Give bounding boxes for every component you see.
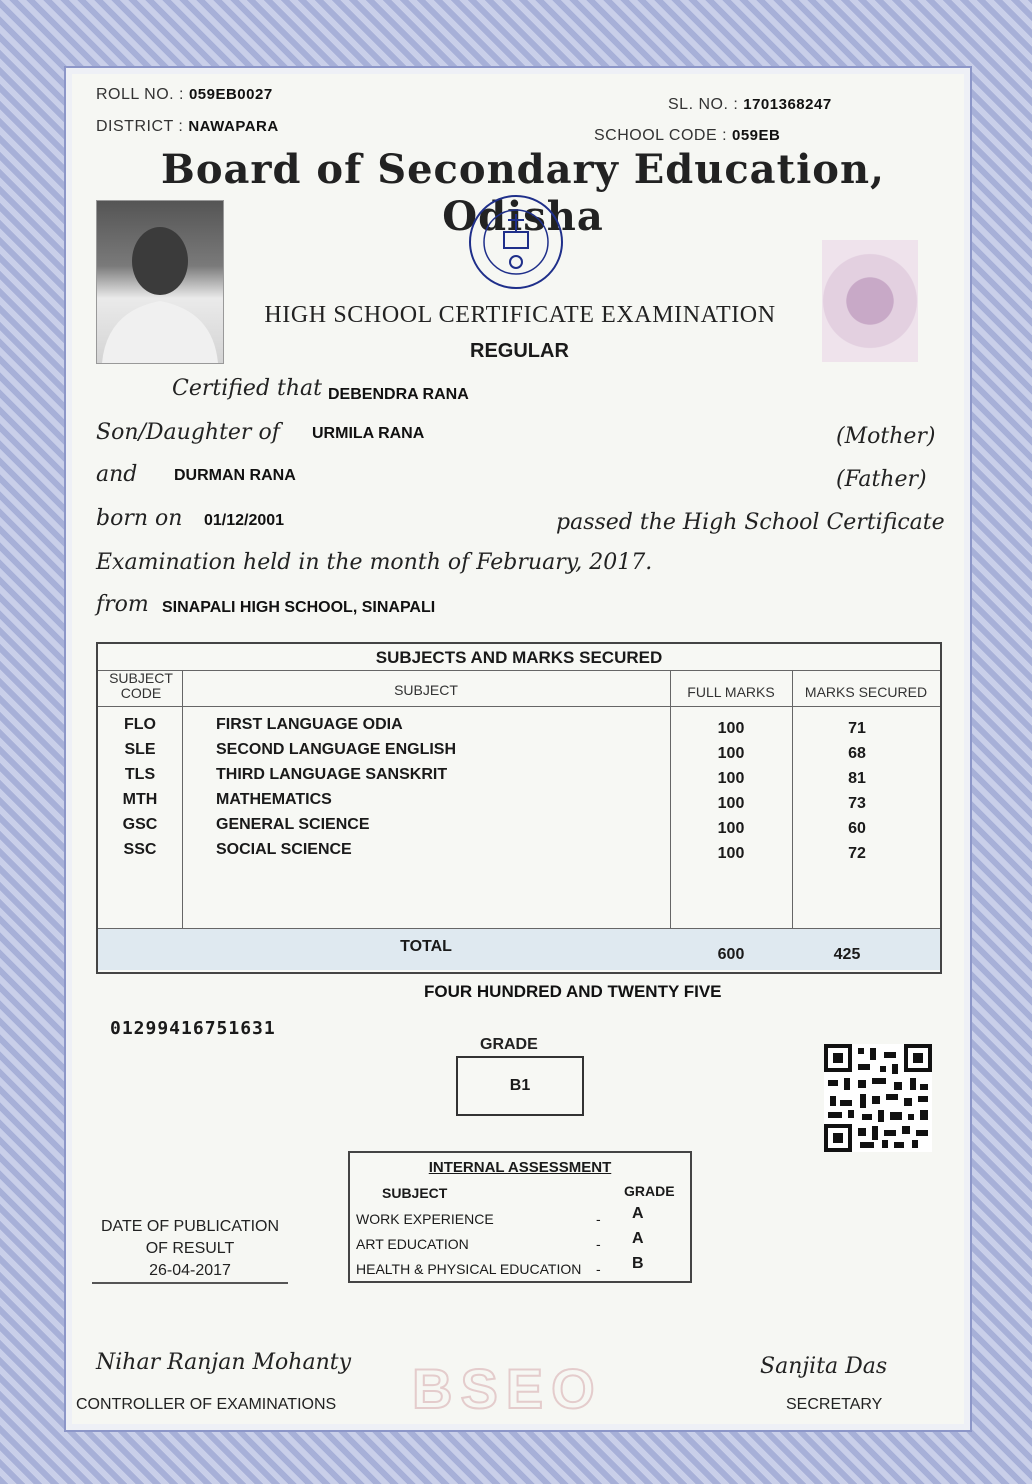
ia-sep: - bbox=[596, 1236, 601, 1252]
district-value: NAWAPARA bbox=[188, 118, 279, 135]
district-label: DISTRICT : bbox=[96, 118, 184, 135]
roll-value: 059EB0027 bbox=[188, 86, 273, 103]
row-subject: FIRST LANGUAGE ODIA bbox=[216, 716, 403, 733]
publication-block bbox=[90, 1216, 290, 1282]
header-marks-secured: MARKS SECURED bbox=[804, 684, 928, 700]
board-seal-icon bbox=[466, 192, 566, 292]
ia-grade-header: GRADE bbox=[624, 1183, 675, 1199]
row-secured: 60 bbox=[848, 820, 866, 837]
sl-value: 1701368247 bbox=[743, 96, 832, 113]
exam-held-text: Examination held in the month of February, 2017. bbox=[96, 550, 653, 575]
row-secured: 73 bbox=[848, 795, 866, 812]
mother-name: URMILA RANA bbox=[312, 425, 425, 442]
row-secured: 72 bbox=[848, 845, 866, 862]
person-silhouette-icon bbox=[97, 201, 223, 363]
marks-table bbox=[96, 642, 942, 974]
row-code: MTH bbox=[122, 791, 158, 808]
controller-title: CONTROLLER OF EXAMINATIONS bbox=[76, 1396, 337, 1413]
row-secured: 71 bbox=[848, 720, 866, 737]
row-subject: GENERAL SCIENCE bbox=[216, 816, 370, 833]
serial-number bbox=[668, 96, 832, 114]
born-label: born on bbox=[96, 506, 183, 531]
grade-value: B1 bbox=[456, 1056, 584, 1116]
row-code: GSC bbox=[122, 816, 158, 833]
school-code bbox=[594, 127, 780, 145]
ia-subject: ART EDUCATION bbox=[356, 1236, 469, 1252]
row-secured: 81 bbox=[848, 770, 866, 787]
school-name: SINAPALI HIGH SCHOOL, SINAPALI bbox=[162, 599, 436, 616]
ia-subject: HEALTH & PHYSICAL EDUCATION bbox=[356, 1261, 582, 1277]
marks-table-title: SUBJECTS AND MARKS SECURED bbox=[375, 648, 663, 667]
passed-text: passed the High School Certificate bbox=[556, 510, 945, 535]
row-subject: SECOND LANGUAGE ENGLISH bbox=[216, 741, 457, 758]
candidate-name: DEBENDRA RANA bbox=[328, 386, 469, 403]
publication-line1: DATE OF PUBLICATION bbox=[100, 1218, 280, 1235]
and-label: and bbox=[96, 462, 138, 487]
ia-grade: B bbox=[632, 1255, 644, 1272]
publication-date: 26-04-2017 bbox=[149, 1262, 231, 1279]
ia-sep: - bbox=[596, 1211, 601, 1227]
roll-number bbox=[96, 86, 273, 104]
school-code-value: 059EB bbox=[732, 127, 781, 144]
row-subject: SOCIAL SCIENCE bbox=[216, 841, 352, 858]
qr-code-icon bbox=[824, 1044, 932, 1152]
school-code-label: SCHOOL CODE : bbox=[594, 127, 728, 144]
official-stamp-image bbox=[822, 240, 918, 362]
secretary-signature: Sanjita Das bbox=[760, 1354, 888, 1379]
exam-title: HIGH SCHOOL CERTIFICATE EXAMINATION bbox=[264, 302, 776, 328]
publication-line2: OF RESULT bbox=[145, 1240, 235, 1257]
ia-grade: A bbox=[632, 1230, 644, 1247]
row-code: SSC bbox=[123, 841, 157, 858]
row-full: 100 bbox=[717, 745, 745, 762]
header-code-line2: CODE bbox=[120, 685, 162, 701]
total-label: TOTAL bbox=[400, 938, 452, 955]
date-of-birth: 01/12/2001 bbox=[204, 512, 285, 529]
row-subject: THIRD LANGUAGE SANSKRIT bbox=[216, 766, 448, 783]
controller-signature: Nihar Ranjan Mohanty bbox=[96, 1350, 352, 1375]
certified-label: Certified that bbox=[172, 376, 322, 401]
ia-sep: - bbox=[596, 1261, 601, 1277]
ia-title: INTERNAL ASSESSMENT bbox=[428, 1159, 612, 1176]
total-secured: 425 bbox=[833, 946, 861, 963]
header-code-line1: SUBJECT bbox=[109, 670, 173, 686]
row-full: 100 bbox=[717, 795, 745, 812]
candidate-photo bbox=[96, 200, 224, 364]
row-full: 100 bbox=[717, 845, 745, 862]
publication-underline bbox=[92, 1282, 288, 1284]
header-full-marks: FULL MARKS bbox=[687, 684, 775, 700]
serial-code: 01299416751631 bbox=[110, 1018, 276, 1039]
total-full: 600 bbox=[717, 946, 745, 963]
row-code: TLS bbox=[124, 766, 156, 783]
son-daughter-label: Son/Daughter of bbox=[96, 420, 280, 445]
row-code: FLO bbox=[124, 716, 156, 733]
father-name: DURMAN RANA bbox=[174, 467, 296, 484]
row-full: 100 bbox=[717, 720, 745, 737]
district bbox=[96, 118, 279, 136]
header-subject-code bbox=[102, 671, 180, 701]
row-full: 100 bbox=[717, 820, 745, 837]
roll-label: ROLL NO. : bbox=[96, 86, 184, 103]
grade-label: GRADE bbox=[480, 1036, 538, 1053]
row-subject: MATHEMATICS bbox=[216, 791, 332, 808]
ia-subject: WORK EXPERIENCE bbox=[356, 1211, 494, 1227]
father-label: (Father) bbox=[836, 467, 927, 492]
internal-assessment-box bbox=[348, 1151, 692, 1283]
sl-label: SL. NO. : bbox=[668, 96, 739, 113]
total-in-words: FOUR HUNDRED AND TWENTY FIVE bbox=[424, 982, 722, 1001]
ia-grade: A bbox=[632, 1205, 644, 1222]
row-code: SLE bbox=[124, 741, 156, 758]
exam-type: REGULAR bbox=[470, 340, 569, 362]
board-title: Board of Secondary Education, Odisha bbox=[161, 146, 885, 240]
from-label: from bbox=[96, 592, 149, 617]
secretary-title: SECRETARY bbox=[786, 1396, 883, 1413]
mother-label: (Mother) bbox=[836, 424, 936, 449]
ia-subject-header: SUBJECT bbox=[382, 1185, 448, 1201]
row-secured: 68 bbox=[848, 745, 866, 762]
row-full: 100 bbox=[717, 770, 745, 787]
bseo-watermark: BSEO bbox=[412, 1357, 603, 1420]
header-subject: SUBJECT bbox=[394, 682, 458, 698]
